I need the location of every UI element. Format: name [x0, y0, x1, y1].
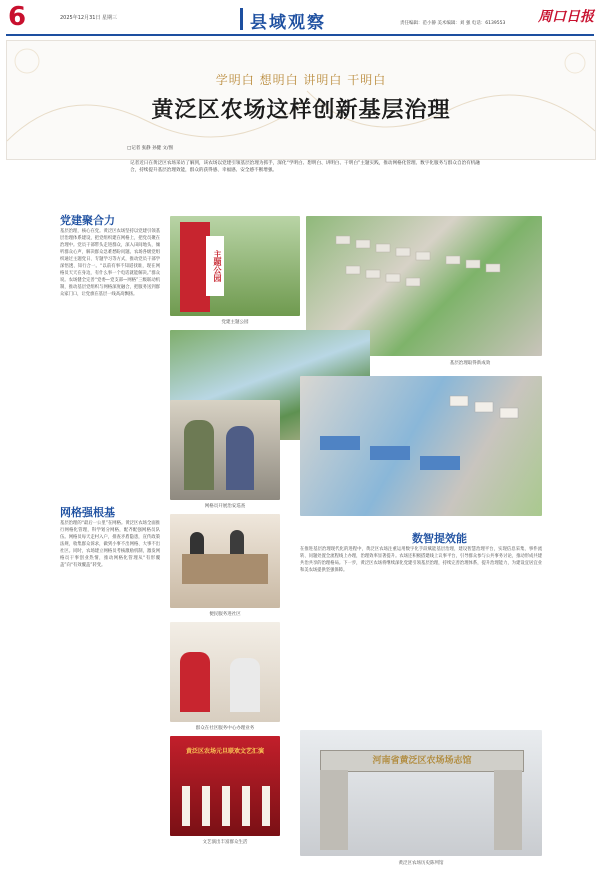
- photo-grid-patrol: [170, 400, 280, 500]
- photo-service-center: [170, 622, 280, 722]
- stage-banner: 黄泛区农场元旦联欢文艺汇演: [185, 748, 264, 755]
- caption-6: 文艺演出丰富群众生活: [202, 840, 248, 845]
- caption-7: 黄泛区农场历史陈列馆: [398, 861, 444, 866]
- headline: 黄泛区农场这样创新基层治理: [151, 97, 451, 123]
- photo-museum-gate: [300, 730, 542, 856]
- park-sign-text: 主题公园: [206, 236, 224, 296]
- issue-date: 2025年12月31日 星期三: [60, 15, 118, 21]
- byline: □记者 张静 孙健 文/图: [127, 146, 174, 151]
- page-header: [0, 0, 600, 44]
- section-title: 县域观察: [250, 13, 326, 33]
- page-number: 6: [8, 2, 27, 32]
- slogan: 学明白 想明白 讲明白 干明白: [215, 73, 387, 87]
- column-heading-digital: 数智提效能: [412, 532, 467, 545]
- lead-paragraph: 记者近日在黄泛区农场采访了解到，该农场以党建引领基层治理为抓手，深化“学明白、想明白、讲明白、干明白”主题实践，推动网格化管理、数字化服务与群众自治有机融合，持续提升基层治理效能，群众的获得感、幸福感、安全感不断增强。: [130, 161, 480, 173]
- caption-1: 党建主题公园: [221, 320, 249, 325]
- article-text-party: 基层治理，核心在党。黄泛区农场坚持以党建引领基层治理体系建设，把党组织建在网格上，把党员聚在治理中。党员干部带头走进群众，深入田间地头，倾听群众心声，解决群众急难愁盼问题。农场各级党组织通过主题党日、专题学习等方式，推动党员干部学深悟透、知行合一。“以前有事不知道找谁，现在网格员天天在身边，有什么事一个电话就能解决。”群众说。农场健全完善“党委—党支部—网格”三级联动机制，推动基层党组织与网格深度融合，把服务送到群众家门口，让党旗在基层一线高高飘扬。: [60, 229, 160, 297]
- photo-aerial-town: [300, 376, 542, 516]
- section-marker: [240, 8, 243, 30]
- photo-theme-park: [170, 216, 300, 316]
- photo-service-community: [170, 514, 280, 608]
- caption-3: 网格员开展治安巡查: [204, 504, 246, 509]
- column-heading-party: 党建聚合力: [60, 214, 115, 227]
- caption-4: 便民服务进社区: [209, 612, 241, 617]
- caption-2: 基层治理取得新成效: [449, 361, 491, 366]
- column-heading-grid: 网格强根基: [60, 506, 115, 519]
- caption-5: 群众在社区服务中心办理业务: [195, 726, 255, 731]
- newspaper-logo: 周口日报: [538, 9, 594, 25]
- article-text-digital: 在推进基层治理现代化的进程中，黄泛区农场注重运用数字化手段赋能基层治理，建设智慧治理平台，实现信息采集、事件流转、问题处置全流程线上办理，治理效率显著提升。农场还积极搭建线上议事平台，引导群众参与公共事务讨论，推动形成共建共治共享的治理格局。下一步，黄泛区农场将继续深化党建引领基层治理，持续完善治理体系，提升治理能力，为建设宜居宜业和美农场提供坚强保障。: [300, 547, 542, 573]
- photo-stage-performance: [170, 736, 280, 836]
- museum-sign: 河南省黄泛区农场场志馆: [320, 750, 524, 772]
- hero-banner: [6, 40, 596, 160]
- header-rule: [6, 34, 594, 36]
- article-text-grid: 基层治理的“最后一公里”在网格。黄泛区农场全面推行网格化管理，科学划分网格，配齐配强网格员队伍。网格员每天走村入户，排查矛盾隐患，宣传政策法规，收集群众诉求，做到小事不出网格、大事不出社区。同时，农场建立网格员考核激励机制，激发网格员干事创业热情，推动网格化管理从“有形覆盖”向“有效覆盖”转变。: [60, 521, 160, 568]
- editor-credits: 责任编辑：范小静 美术编辑：刘 强 电话：6139553: [400, 21, 506, 26]
